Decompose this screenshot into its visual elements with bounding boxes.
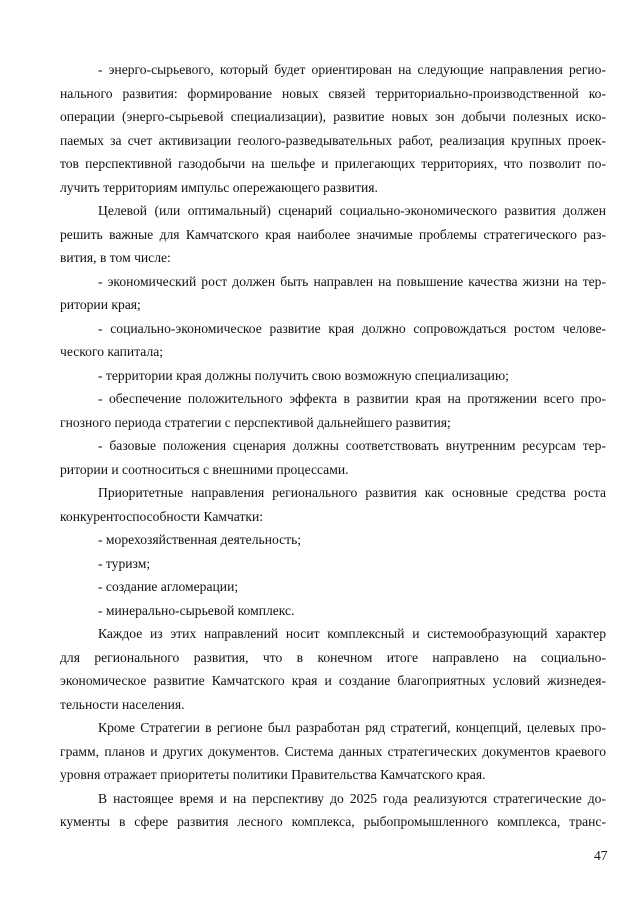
text-line: вития, в том числе: [60,250,171,265]
text-line: тельности населения. [60,696,185,712]
text-line: - экономический рост должен быть направлен на повышение качества жизни на тер- [98,273,606,289]
text-line: гнозного периода стратегии с перспективой дальнейшего развития; [60,414,451,430]
list-item: - создание агломерации; [98,579,239,594]
list-item: - минерально-сырьевой комплекс. [98,602,295,618]
text-line: лучить территориям импульс опережающего развития. [60,179,378,195]
text-line: Каждое из этих направлений носит комплексный и системообразующий характер [98,626,606,641]
list-item: - морехозяйственная деятельность; [98,532,302,547]
text-line: - базовые положения сценария должны соответствовать внутренним ресурсам тер- [98,438,606,453]
text-line: ческого капитала; [60,344,164,359]
text-line: В настоящее время и на перспективу до 2025 года реализуются стратегические до- [98,790,606,806]
text-line: экономическое развитие Камчатского края и создание благоприятных условий жизнедея- [60,673,606,688]
text-line: - энерго-сырьевого, который будет ориентирован на следующие направления регио- [98,62,606,77]
text-line: кументы в сфере развития лесного комплекса, рыбопромышленного комплекса, транс- [60,814,606,829]
text-line: ритории края; [60,297,141,312]
text-line: Приоритетные направления регионального развития как основные средства роста [98,485,606,500]
text-line: операции (энерго-сырьевой специализации), развитие новых зон добычи полезных иско- [60,109,606,124]
page-number: 47 [594,848,608,863]
text-line: Кроме Стратегии в регионе был разработан ряд стратегий, концепций, целевых про- [98,720,606,735]
text-line: - социально-экономическое развитие края должно сопровождаться ростом челове- [98,320,606,336]
text-line: нального развития: формирование новых связей территориально-производственной ко- [60,85,606,101]
list-item: - туризм; [98,555,151,571]
text-line: тов перспективной газодобычи на шельфе и прилегающих территориях, что позволит по- [60,156,606,171]
text-line: - территории края должны получить свою возможную специализацию; [98,367,509,383]
text-line: паемых за счет активизации геолого-разведывательных работ, реализация крупных проек- [60,132,606,148]
text-line: конкурентоспособности Камчатки: [60,508,264,524]
text-line: уровня отражает приоритеты политики Правительства Камчатского края. [60,767,486,782]
text-line: - обеспечение положительного эффекта в развитии края на протяжении всего про- [98,391,606,406]
text-line: решить важные для Камчатского края наиболее значимые проблемы стратегического раз- [60,226,606,242]
text-line: грамм, планов и других документов. Система данных стратегических документов краевого [60,743,606,759]
document-body [60,58,606,834]
text-line: для регионального развития, что в конечном итоге направлено на социально- [60,649,606,665]
text-line: Целевой (или оптимальный) сценарий социально-экономического развития должен [98,203,606,218]
text-line: ритории и соотноситься с внешними процессами. [60,461,349,477]
